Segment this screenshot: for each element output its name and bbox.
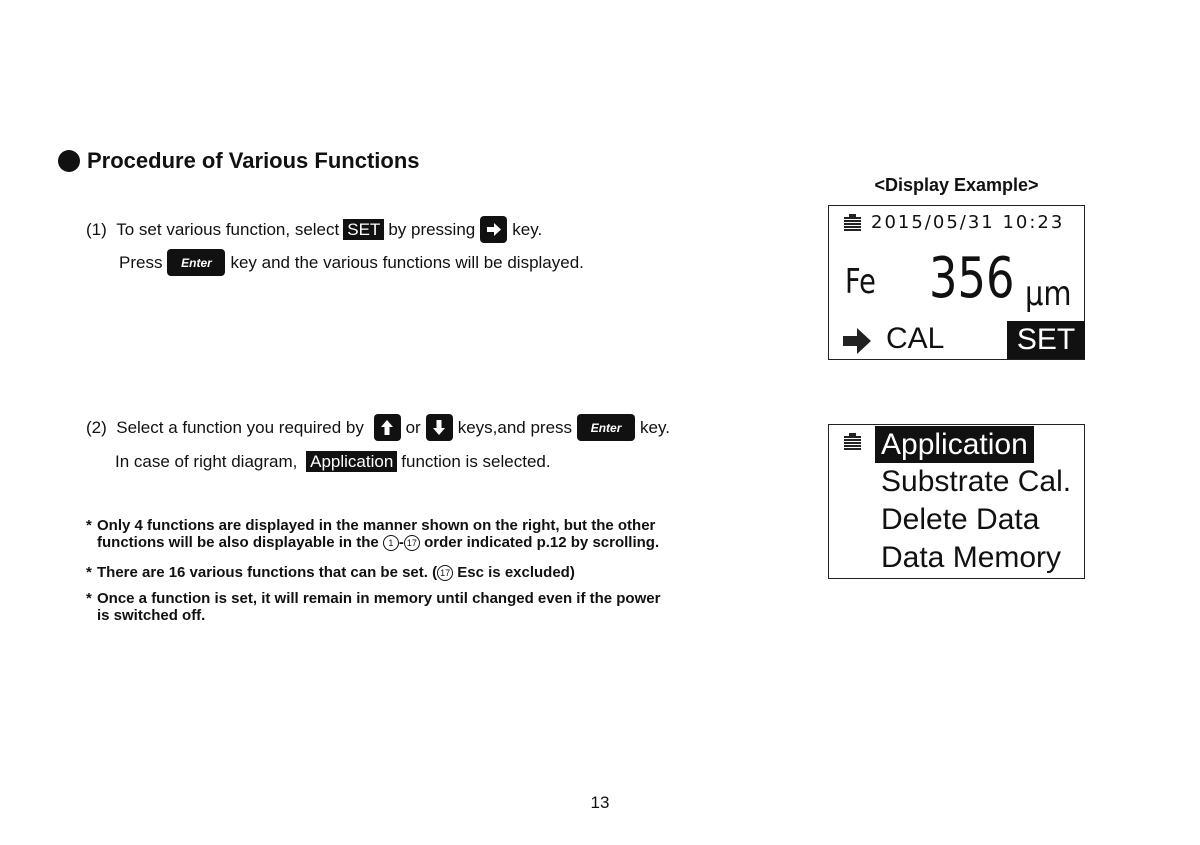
page-number: 13: [590, 793, 610, 812]
text: functions will be also displayable in the: [97, 534, 379, 551]
text: Select a function you required by: [116, 417, 364, 437]
enter-key-icon: Enter: [167, 249, 225, 276]
text: -: [398, 534, 404, 551]
display-example-screen: [828, 205, 1085, 360]
step2-line2: [115, 451, 551, 472]
display-example-title: <Display Example>: [874, 175, 1039, 195]
step1-line1: [86, 216, 542, 243]
heading-text: Procedure of Various Functions: [87, 148, 420, 173]
enter-key-icon: Enter: [577, 414, 635, 441]
step1-line2: [119, 249, 584, 276]
datetime: 2015/05/31 10:23: [871, 212, 1065, 233]
asterisk: *: [86, 590, 92, 607]
asterisk: *: [86, 517, 92, 534]
circled-number: 17: [404, 535, 420, 551]
bullet-circle-icon: [58, 150, 80, 172]
text: by pressing: [388, 219, 476, 239]
menu-display-screen: [828, 424, 1085, 579]
circled-number: 17: [437, 565, 453, 581]
text: function is selected.: [401, 451, 551, 471]
right-arrow-key-icon: [480, 216, 507, 243]
battery-icon: [844, 436, 861, 450]
cal-label: CAL: [886, 322, 945, 355]
step2-line1: [86, 414, 670, 441]
text: Once a function is set, it will remain in memory until changed even if the power: [97, 590, 661, 607]
note-2: [86, 564, 575, 581]
text: Esc is excluded): [457, 564, 575, 581]
application-label: Application: [306, 451, 397, 472]
text: Press: [119, 252, 163, 272]
text: There are 16 various functions that can be set. (: [97, 564, 438, 581]
text: To set various function, select: [116, 219, 340, 239]
set-label: SET: [343, 219, 384, 240]
set-label-highlighted: SET: [1007, 321, 1085, 359]
menu-item[interactable]: Data Memory: [881, 541, 1062, 574]
up-arrow-key-icon: [374, 414, 401, 441]
circled-number: 1: [383, 535, 399, 551]
text: key.: [640, 417, 670, 437]
down-arrow-key-icon: [426, 414, 453, 441]
step-number: (2): [86, 417, 107, 437]
text: is switched off.: [97, 607, 206, 624]
asterisk: *: [86, 564, 92, 581]
note-1: [86, 517, 659, 551]
unit-label: μm: [1025, 274, 1072, 314]
menu-item[interactable]: Substrate Cal.: [881, 465, 1072, 498]
measurement-value: 356: [929, 246, 1015, 311]
text: In case of right diagram,: [115, 451, 298, 471]
right-arrow-icon: [843, 328, 871, 354]
battery-icon: [844, 217, 861, 231]
step-number: (1): [86, 219, 107, 239]
material-label: Fe: [845, 262, 876, 302]
section-heading: [58, 148, 420, 174]
text: or: [405, 417, 421, 437]
menu-item-selected[interactable]: Application: [875, 426, 1034, 463]
menu-item[interactable]: Delete Data: [881, 503, 1040, 536]
text: keys,and press: [457, 417, 573, 437]
text: order indicated p.12 by scrolling.: [424, 534, 660, 551]
text: Only 4 functions are displayed in the manner shown on the right, but the other: [97, 517, 656, 534]
note-3: [86, 590, 660, 624]
text: key and the various functions will be displayed.: [230, 252, 584, 272]
text: key.: [512, 219, 543, 239]
